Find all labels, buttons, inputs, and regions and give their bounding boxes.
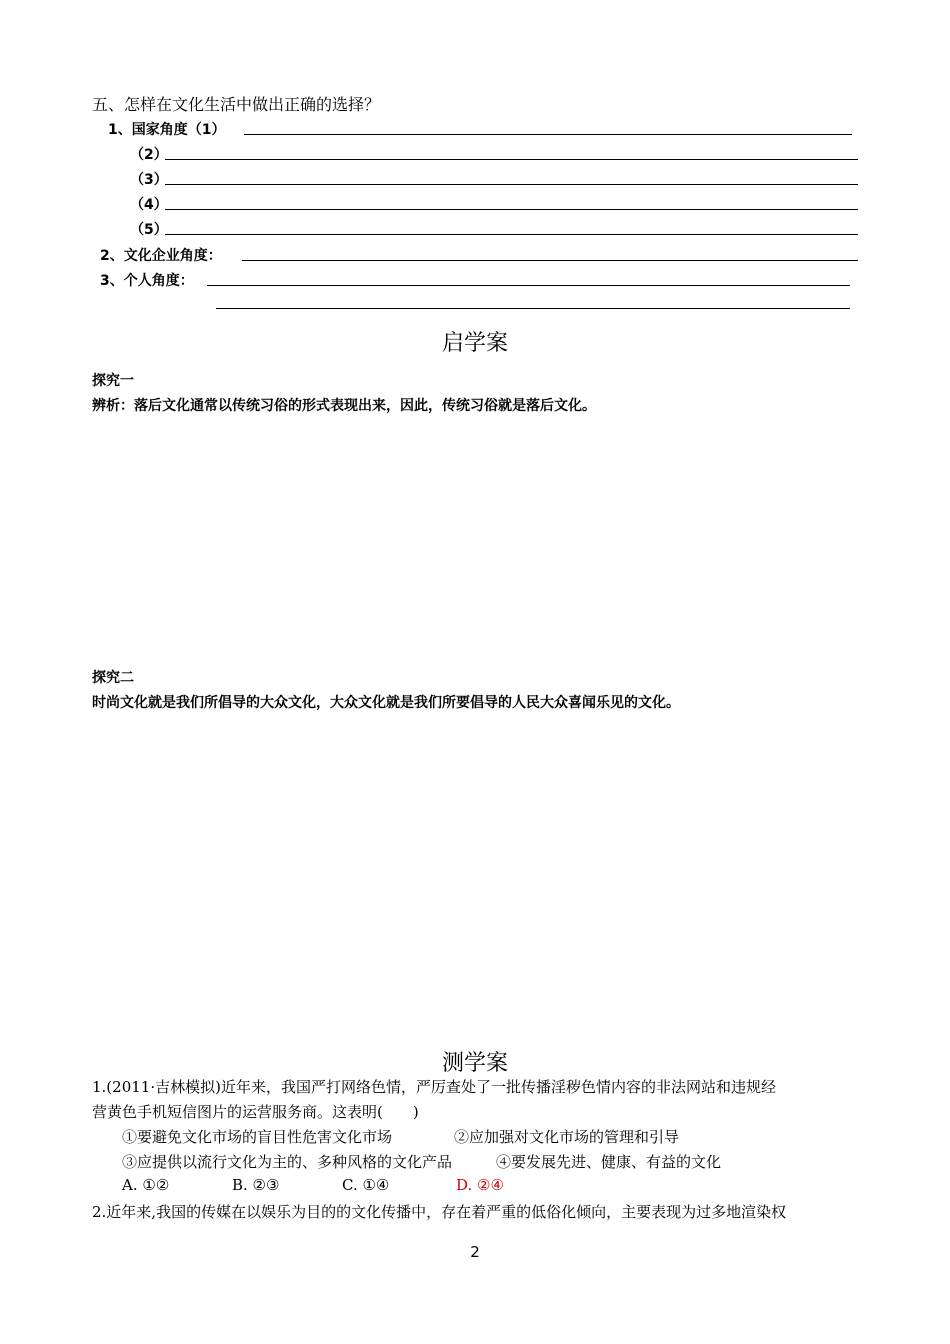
fill-label-country-1: 1、国家角度（1） [108, 122, 226, 138]
inquiry-2-label: 探究二 [92, 670, 134, 686]
inquiry-2-text: 时尚文化就是我们所倡导的大众文化，大众文化就是我们所要倡导的人民大众喜闻乐见的文化。 [92, 695, 680, 711]
choice-c: C. ①④ [342, 1176, 390, 1194]
fill-label-individual: 3、个人角度： [100, 273, 194, 289]
inquiry-1-label: 探究一 [92, 373, 134, 389]
choice-d-answer: D. ②④ [456, 1176, 504, 1194]
page-number: 2 [470, 1243, 480, 1261]
fill-blank-line [165, 159, 858, 160]
fill-blank-line [165, 184, 858, 185]
fill-label-country-2: （2） [130, 147, 168, 163]
choice-b: B. ②③ [232, 1176, 280, 1194]
question-1-statement-4: ④要发展先进、健康、有益的文化 [496, 1153, 722, 1171]
question-1-line-2: 营黄色手机短信图片的运营服务商。这表明( ) [92, 1103, 419, 1121]
inquiry-1-text: 辨析：落后文化通常以传统习俗的形式表现出来，因此，传统习俗就是落后文化。 [92, 398, 596, 414]
question-1-statement-1: ①要避免文化市场的盲目性危害文化市场 [122, 1128, 393, 1146]
fill-label-country-4: （4） [130, 197, 168, 213]
question-1-line-1: 1.(2011·吉林模拟)近年来，我国严打网络色情，严厉查处了一批传播淫秽色情内容的非法网站和违规经 [92, 1078, 776, 1096]
choice-a: A. ①② [122, 1176, 170, 1194]
question-1-statement-3: ③应提供以流行文化为主的、多种风格的文化产品 [122, 1153, 453, 1171]
fill-label-country-3: （3） [130, 172, 168, 188]
fill-blank-line [207, 285, 850, 286]
section-heading: 五、怎样在文化生活中做出正确的选择？ [92, 95, 381, 114]
fill-blank-line [242, 260, 858, 261]
fill-label-enterprise: 2、文化企业角度： [100, 248, 222, 264]
fill-blank-line [165, 234, 858, 235]
fill-blank-line [165, 209, 858, 210]
question-2-line-1: 2.近年来,我国的传媒在以娱乐为目的的文化传播中，存在着严重的低俗化倾向，主要表现为过多地渲染权 [92, 1203, 787, 1221]
section-title-cexuean: 测学案 [441, 1051, 508, 1076]
fill-label-country-5: （5） [130, 222, 168, 238]
section-title-qixuean: 启学案 [441, 331, 508, 356]
fill-blank-line [216, 308, 850, 309]
fill-blank-line [244, 134, 852, 135]
question-1-statement-2: ②应加强对文化市场的管理和引导 [454, 1128, 680, 1146]
